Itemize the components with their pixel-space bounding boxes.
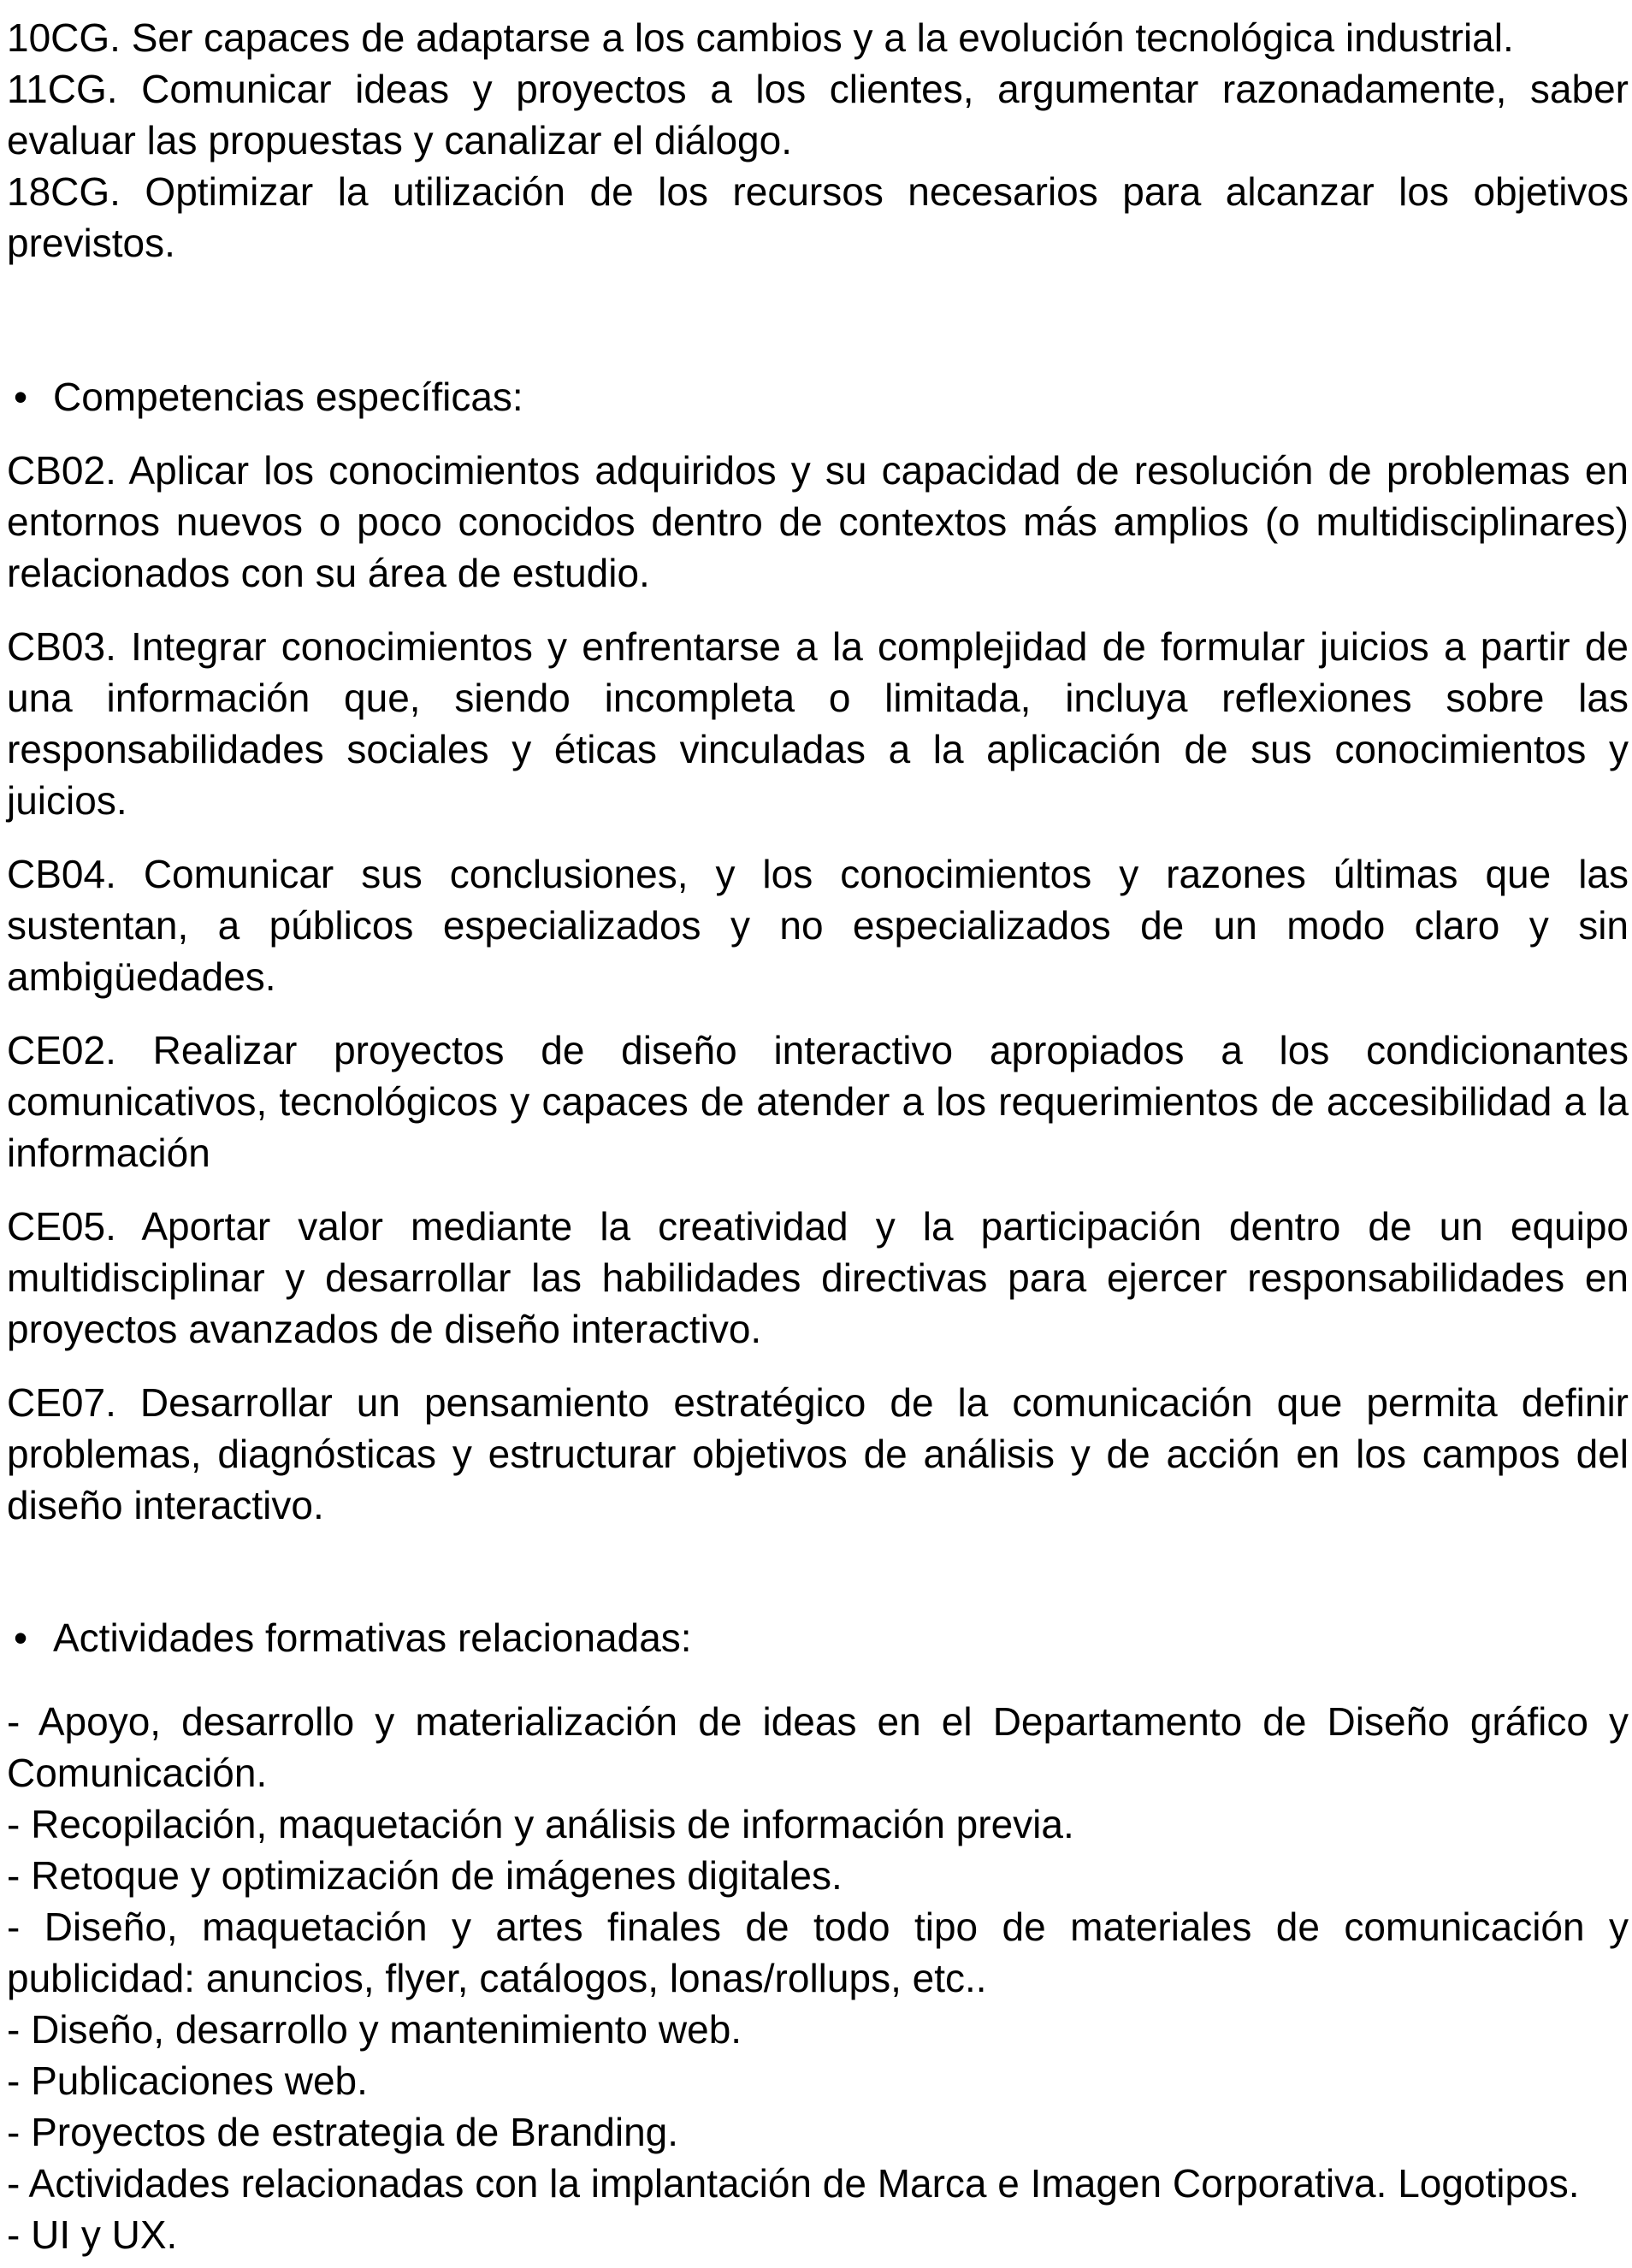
list-item-diseno-web: - Diseño, desarrollo y mantenimiento web. [7, 2007, 742, 2052]
list-item-diseno-maquetacion: - Diseño, maquetación y artes finales de todo tipo de materiales de comunicación y publicidad: anuncios, flyer, catálogos, lonas/rollups, etc.. [7, 1905, 1629, 2000]
paragraph-ce05: CE05. Aportar valor mediante la creatividad y la participación dentro de un equipo multidisciplinar y desarrollar las habilidades directivas para ejercer responsabilidades en proyectos avanzados de diseño interactivo. [7, 1204, 1629, 1351]
paragraph-cb02: CB02. Aplicar los conocimientos adquiridos y su capacidad de resolución de problemas en entornos nuevos o poco conocidos dentro de contextos más amplios (o multidisciplinares) relacionados con su área de estudio. [7, 448, 1629, 595]
paragraph-ce07: CE07. Desarrollar un pensamiento estratégico de la comunicación que permita definir problemas, diagnósticas y estructurar objetivos de análisis y de acción en los campos del diseño interactivo. [7, 1380, 1629, 1527]
list-item-recopilacion: - Recopilación, maquetación y análisis de información previa. [7, 1802, 1074, 1846]
list-item-marca-imagen: - Actividades relacionadas con la implantación de Marca e Imagen Corporativa. Logotipos. [7, 2161, 1580, 2206]
bullet-icon: • [14, 1615, 28, 1660]
heading-actividades-formativas-label: Actividades formativas relacionadas: [53, 1615, 692, 1660]
list-item-branding: - Proyectos de estrategia de Branding. [7, 2110, 679, 2154]
list-item-publicaciones-web: - Publicaciones web. [7, 2058, 368, 2103]
paragraph-18cg: 18CG. Optimizar la utilización de los recursos necesarios para alcanzar los objetivos previstos. [7, 169, 1629, 265]
actividades-list [7, 1696, 1629, 2260]
paragraph-11cg: 11CG. Comunicar ideas y proyectos a los clientes, argumentar razonadamente, saber evaluar las propuestas y canalizar el diálogo. [7, 67, 1629, 162]
heading-competencias-especificas-label: Competencias específicas: [53, 375, 523, 419]
heading-competencias-especificas [7, 371, 1629, 422]
heading-actividades-formativas [7, 1612, 1629, 1663]
paragraph-cb03: CB03. Integrar conocimientos y enfrentarse a la complejidad de formular juicios a partir de una información que, siendo incompleta o limitada, incluya reflexiones sobre las responsabilidades sociales y éticas vinculadas a la aplicación de sus conocimientos y juicios. [7, 624, 1629, 823]
list-item-apoyo: - Apoyo, desarrollo y materialización de ideas en el Departamento de Diseño gráfico y Comunicación. [7, 1699, 1629, 1795]
list-item-retoque: - Retoque y optimización de imágenes digitales. [7, 1853, 843, 1898]
paragraph-10cg: 10CG. Ser capaces de adaptarse a los cambios y a la evolución tecnológica industrial. [7, 15, 1514, 60]
paragraph-ce02: CE02. Realizar proyectos de diseño interactivo apropiados a los condicionantes comunicativos, tecnológicos y capaces de atender a los requerimientos de accesibilidad a la información [7, 1028, 1629, 1175]
bullet-icon: • [14, 375, 28, 419]
paragraph-cb04: CB04. Comunicar sus conclusiones, y los conocimientos y razones últimas que las sustentan, a públicos especializados y no especializados de un modo claro y sin ambigüedades. [7, 852, 1629, 999]
list-item-ui-ux: - UI y UX. [7, 2212, 178, 2257]
